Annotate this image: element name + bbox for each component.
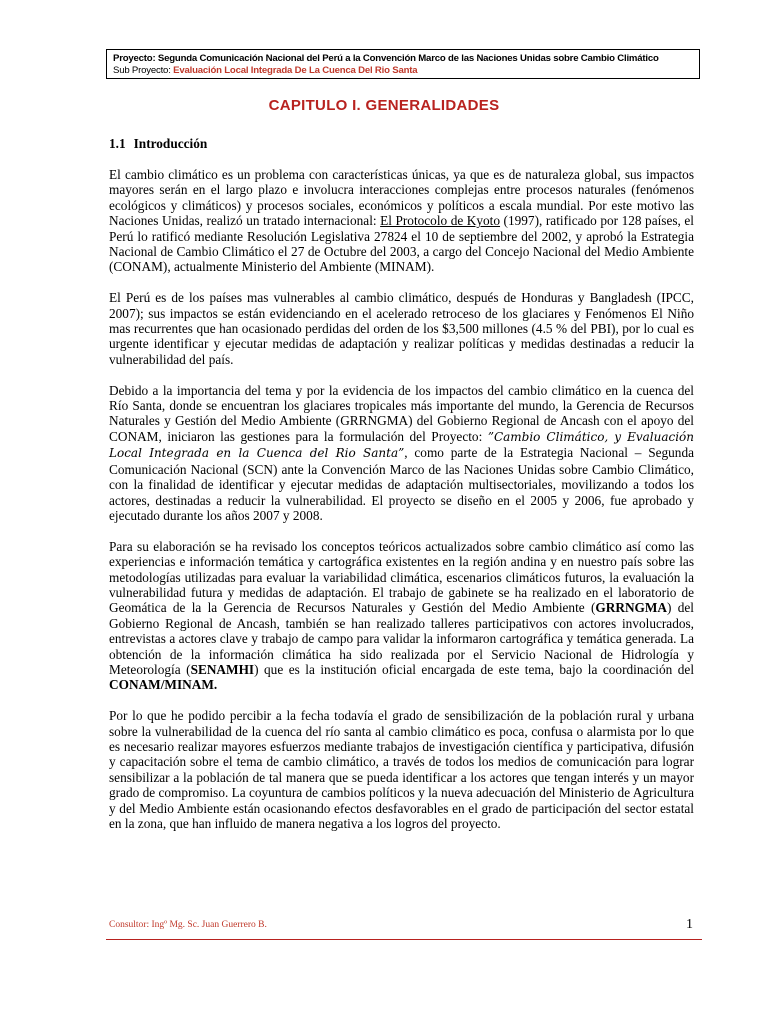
paragraph-3-part-a: Debido a la importancia del tema y por la evidencia de los impactos del cambio climático en la cuenca del Río Santa, donde se encuentran los glaciares tropicales más importante del mundo, la Gerencia de Recursos Naturales y Gestión del Medio Ambiente (GRRNGMA) del Gobierno Regional de Ancash con el apoyo del CONAM, iniciaron las gestiones para la formulación del Proyecto: — [109, 382, 694, 444]
project-header-box — [106, 49, 700, 79]
section-heading — [109, 136, 207, 152]
subproject-line — [113, 65, 699, 77]
body-text — [109, 167, 694, 847]
subproject-title: Evaluación Local Integrada De La Cuenca Del Rio Santa — [173, 65, 418, 76]
footer-consultant: Consultor: Ingº Mg. Sc. Juan Guerrero B. — [109, 920, 267, 930]
section-number: 1.1 — [109, 136, 126, 151]
paragraph-4-part-b: ) del Gobierno Regional de Ancash, también se han realizado talleres participativos con actores involucrados, entrevistas a actores clave y trabajo de campo para validar la informaron cartográfica y temática generada. La obtención de la información climática ha sido realizada por el Servicio Nacional de Hidrología y Meteorología ( — [109, 600, 695, 677]
project-name-italic: ”Cambio Climático, y Evaluación Local Integrada en la Cuenca del Rio Santa” — [109, 429, 694, 461]
paragraph-4 — [109, 539, 694, 693]
subproject-label: Sub Proyecto: — [113, 65, 174, 76]
paragraph-1-part-b: (1997), ratificado por 128 países, el Perú lo ratificó mediante Resolución Legislativa 27824 el 10 de septiembre del 2002, y aprobó la Estrategia Nacional de Cambio Climático el 27 de Octubre del 2003, a cargo del Concejo Nacional del Medio Ambiente (CONAM), actualmente Ministerio del Ambiente (MINAM). — [109, 213, 694, 275]
page-number: 1 — [686, 917, 693, 932]
paragraph-2: El Perú es de los países mas vulnerables al cambio climático, después de Honduras y Bangladesh (IPCC, 2007); sus impactos se están evidenciando en el acelerado retroceso de los glaciares y Fenómenos El Niño mas recurrentes que han ocasionado perdidas del orden de los $3,500 millones (4.5 % del PBI), por lo cual es urgente identificar y ejecutar medidas de adaptación y realizar políticas y medidas destinadas a reducir la vulnerabilidad del país. — [109, 290, 694, 367]
footer-divider — [106, 939, 702, 940]
paragraph-4-part-c: ) que es la institución oficial encargada de este tema, bajo la coordinación del — [254, 661, 695, 677]
senamhi-bold: SENAMHI — [190, 661, 255, 677]
paragraph-4-part-a: Para su elaboración se ha revisado los conceptos teóricos actualizados sobre cambio climático así como las experiencias e información temática y cartográfica existentes en la región andina y en nuestro país sobre las metodologías utilizadas para evaluar la variabilidad climática, escenarios climáticos futuros, la evaluación la vulnerabilidad futura y medidas de adaptación. El trabajo de gabinete se ha realizado en el laboratorio de Geomática de la la Gerencia de Recursos Naturales y Gestión del Medio Ambiente ( — [109, 538, 694, 616]
paragraph-5: Por lo que he podido percibir a la fecha todavía el grado de sensibilización de la población rural y urbana sobre la vulnerabilidad de la cuenca del río santa al cambio climático es poca, confusa o alarmista por lo que es necesario realizar mayores esfuerzos mediante trabajos de investigación científica y participativa, difusión y capacitación sobre el tema de cambio climático, a través de todos los medios de comunicación para lograr sensibilizar a la población de tal manera que se pueda identificar a los actores que tengan interés y un mayor grado de compromiso. La coyuntura de cambios políticos y la nueva adecuación del Ministerio de Agricultura y del Medio Ambiente están ocasionando efectos desfavorables en el grado de participación del sector estatal en la zona, que han influido de manera negativa a los logros del proyecto. — [109, 708, 694, 831]
section-title: Introducción — [133, 136, 208, 151]
chapter-title: CAPITULO I. GENERALIDADES — [268, 97, 500, 114]
paragraph-3 — [109, 383, 694, 524]
project-line: Proyecto: Segunda Comunicación Nacional del Perú a la Convención Marco de las Naciones Unidas sobre Cambio Climático — [113, 53, 659, 64]
conam-minam-bold: CONAM/MINAM. — [109, 677, 218, 693]
kyoto-protocol-link[interactable]: El Protocolo de Kyoto — [380, 213, 501, 229]
paragraph-3-part-b: , como parte de la Estrategia Nacional – Segunda Comunicación Nacional (SCN) ante la Convención Marco de las Naciones Unidas sobre Cambio Climático, con la finalidad de identificar y ejecutar medidas de adaptación multisectoriales, movilizando a todos los actores, destinadas a reducir la vulnerabilidad. El proyecto se diseño en el 2005 y 2006, fue aprobado y ejecutado durante los años 2007 y 2008. — [109, 445, 695, 523]
paragraph-1 — [109, 167, 694, 275]
grrngma-bold: GRRNGMA — [595, 600, 668, 616]
paragraph-1-part-a: El cambio climático es un problema con características únicas, ya que es de naturaleza global, sus impactos mayores serán en el largo plazo e involucra interacciones complejas entre procesos naturales (fenómenos ecológicos y climáticos) y procesos sociales, económicos y políticos a escala mundial. Por este motivo las Naciones Unidas, realizó un tratado internacional: — [109, 167, 694, 229]
